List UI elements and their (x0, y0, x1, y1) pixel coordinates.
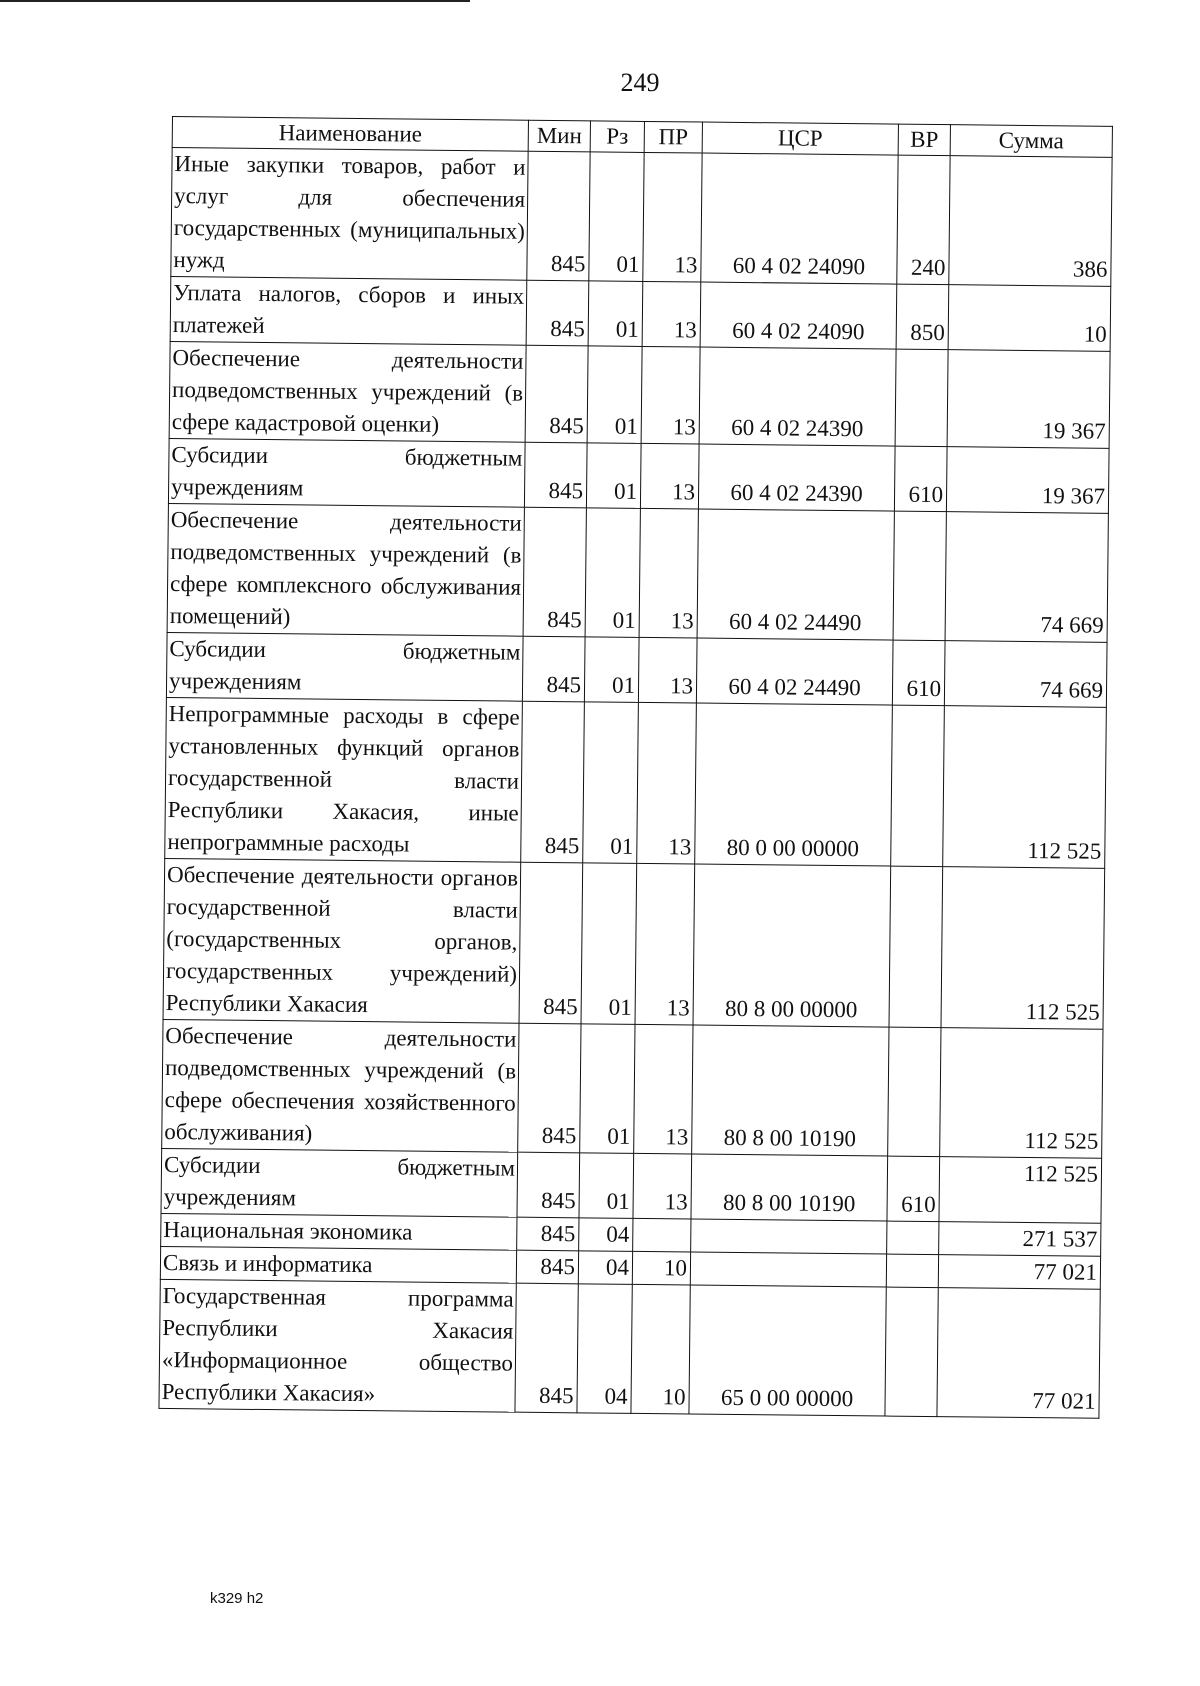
row-pr: 10 (631, 1284, 690, 1414)
row-name: Субсидии бюджетным учреждениям (161, 1148, 518, 1217)
row-min: 845 (515, 1283, 578, 1413)
header-vr: ВР (898, 124, 950, 156)
row-sum: 112 525 (941, 867, 1105, 1030)
row-sum: 77 021 (937, 1288, 1100, 1419)
row-rz: 04 (577, 1284, 632, 1414)
row-rz: 04 (578, 1251, 632, 1285)
row-vr (888, 1027, 941, 1157)
row-name: Связь и информатика (160, 1246, 516, 1283)
row-csr: 80 8 00 10190 (691, 1154, 888, 1221)
row-sum: 271 537 (939, 1222, 1101, 1257)
row-csr: 60 4 02 24090 (701, 153, 898, 284)
row-pr: 13 (637, 702, 697, 864)
row-sum: 10 (948, 285, 1111, 352)
row-vr: 610 (892, 640, 945, 706)
row-sum: 77 021 (938, 1255, 1100, 1290)
row-min: 845 (517, 1217, 579, 1251)
row-csr: 80 8 00 00000 (693, 864, 891, 1027)
row-csr: 80 0 00 00000 (695, 703, 893, 866)
header-csr: ЦСР (702, 122, 898, 155)
table-row (161, 1148, 1102, 1223)
table-row (159, 1279, 1100, 1418)
row-vr (893, 511, 946, 641)
row-pr: 13 (640, 443, 699, 509)
row-vr: 240 (897, 155, 950, 285)
row-rz: 01 (585, 508, 640, 638)
row-min: 845 (517, 1152, 580, 1218)
table-row (162, 1019, 1103, 1158)
page-number: 249 (620, 68, 660, 97)
header-pr: ПР (644, 121, 702, 153)
row-name: Государственная программа Республики Хакасия «Информационное общество Республики Хакасия» (159, 1279, 516, 1412)
row-rz: 01 (579, 1153, 634, 1219)
row-rz: 01 (583, 702, 639, 864)
row-sum: 74 669 (944, 641, 1107, 708)
table-row (163, 858, 1105, 1029)
row-sum: 112 525 (940, 1028, 1103, 1159)
row-name: Непрограммные расходы в сфере установленных функций органов государственной власти Республики Хакасия, иные непрограммные расходы (165, 697, 523, 862)
row-sum: 386 (949, 156, 1112, 287)
row-rz: 01 (580, 1024, 635, 1154)
row-csr: 60 4 02 24490 (697, 509, 894, 640)
row-name: Обеспечение деятельности подведомственных учреждений (в сфере комплексного обслуживания помещений) (167, 503, 524, 636)
row-pr: 13 (643, 152, 702, 282)
header-name: Наименование (172, 117, 528, 152)
row-min: 845 (524, 442, 587, 508)
row-csr (690, 1252, 886, 1287)
table-row (168, 438, 1109, 513)
row-csr: 60 4 02 24090 (700, 282, 897, 349)
row-name: Национальная экономика (161, 1213, 517, 1250)
row-vr (889, 866, 943, 1028)
row-min: 845 (519, 862, 583, 1024)
row-rz: 04 (579, 1218, 633, 1252)
row-pr: 13 (641, 346, 700, 444)
row-min: 845 (522, 636, 585, 702)
row-vr: 610 (894, 446, 947, 512)
row-pr: 10 (632, 1251, 690, 1285)
row-vr (895, 349, 948, 447)
row-vr (891, 705, 945, 867)
row-pr: 13 (633, 1153, 692, 1219)
row-min: 845 (527, 151, 590, 281)
row-csr (691, 1219, 887, 1254)
row-csr: 60 4 02 24490 (696, 638, 893, 705)
header-min: Мин (528, 120, 590, 152)
row-pr: 13 (634, 1024, 693, 1154)
row-vr (885, 1287, 938, 1417)
table-row (165, 697, 1107, 868)
row-min: 845 (521, 701, 585, 863)
row-min: 845 (518, 1023, 581, 1153)
table-row (167, 503, 1108, 642)
scan-edge-line (0, 0, 470, 2)
row-csr: 60 4 02 24390 (699, 347, 896, 446)
row-csr: 60 4 02 24390 (698, 444, 895, 511)
row-pr: 13 (635, 863, 695, 1025)
row-rz: 01 (586, 443, 641, 509)
footer-code: k329 h2 (210, 1590, 264, 1607)
table-row (170, 276, 1111, 351)
row-sum: 19 367 (947, 350, 1110, 449)
row-min: 845 (523, 507, 586, 637)
row-sum: 112 525 (939, 1157, 1102, 1224)
row-csr: 65 0 00 00000 (689, 1285, 886, 1416)
row-name: Субсидии бюджетным учреждениям (168, 438, 525, 507)
row-pr (633, 1218, 691, 1252)
row-pr: 13 (642, 281, 701, 347)
table-row (169, 341, 1110, 448)
row-pr: 13 (638, 637, 697, 703)
table-row (171, 148, 1112, 287)
row-rz: 01 (587, 346, 642, 444)
budget-table (158, 116, 1112, 1419)
row-sum: 74 669 (945, 512, 1108, 643)
table-row (166, 632, 1107, 707)
row-name: Обеспечение деятельности подведомственных учреждений (в сфере кадастровой оценки) (169, 341, 526, 442)
row-name: Уплата налогов, сборов и иных платежей (170, 276, 527, 345)
row-rz: 01 (581, 863, 637, 1025)
row-rz: 01 (584, 637, 639, 703)
row-name: Иные закупки товаров, работ и услуг для обеспечения государственных (муниципальных) нужд (171, 148, 528, 281)
row-min: 845 (516, 1250, 578, 1284)
row-name: Обеспечение деятельности подведомственных учреждений (в сфере обеспечения хозяйственного обслуживания) (162, 1019, 519, 1152)
row-vr: 610 (887, 1156, 940, 1222)
row-min: 845 (525, 345, 588, 443)
row-rz: 01 (588, 281, 643, 347)
row-name: Обеспечение деятельности органов государственной власти (государственных органов, государственных учреждений) Республики Хакасия (163, 858, 521, 1023)
header-sum: Сумма (950, 125, 1112, 158)
row-name: Субсидии бюджетным учреждениям (166, 632, 523, 701)
header-rz: Рз (590, 121, 644, 153)
row-vr: 850 (896, 284, 949, 350)
row-sum: 19 367 (946, 447, 1109, 514)
row-min: 845 (526, 280, 589, 346)
row-pr: 13 (639, 508, 698, 638)
row-rz: 01 (589, 152, 644, 282)
row-csr: 80 8 00 10190 (692, 1025, 889, 1156)
row-sum: 112 525 (943, 706, 1107, 869)
row-vr (887, 1221, 939, 1255)
row-vr (886, 1254, 938, 1288)
